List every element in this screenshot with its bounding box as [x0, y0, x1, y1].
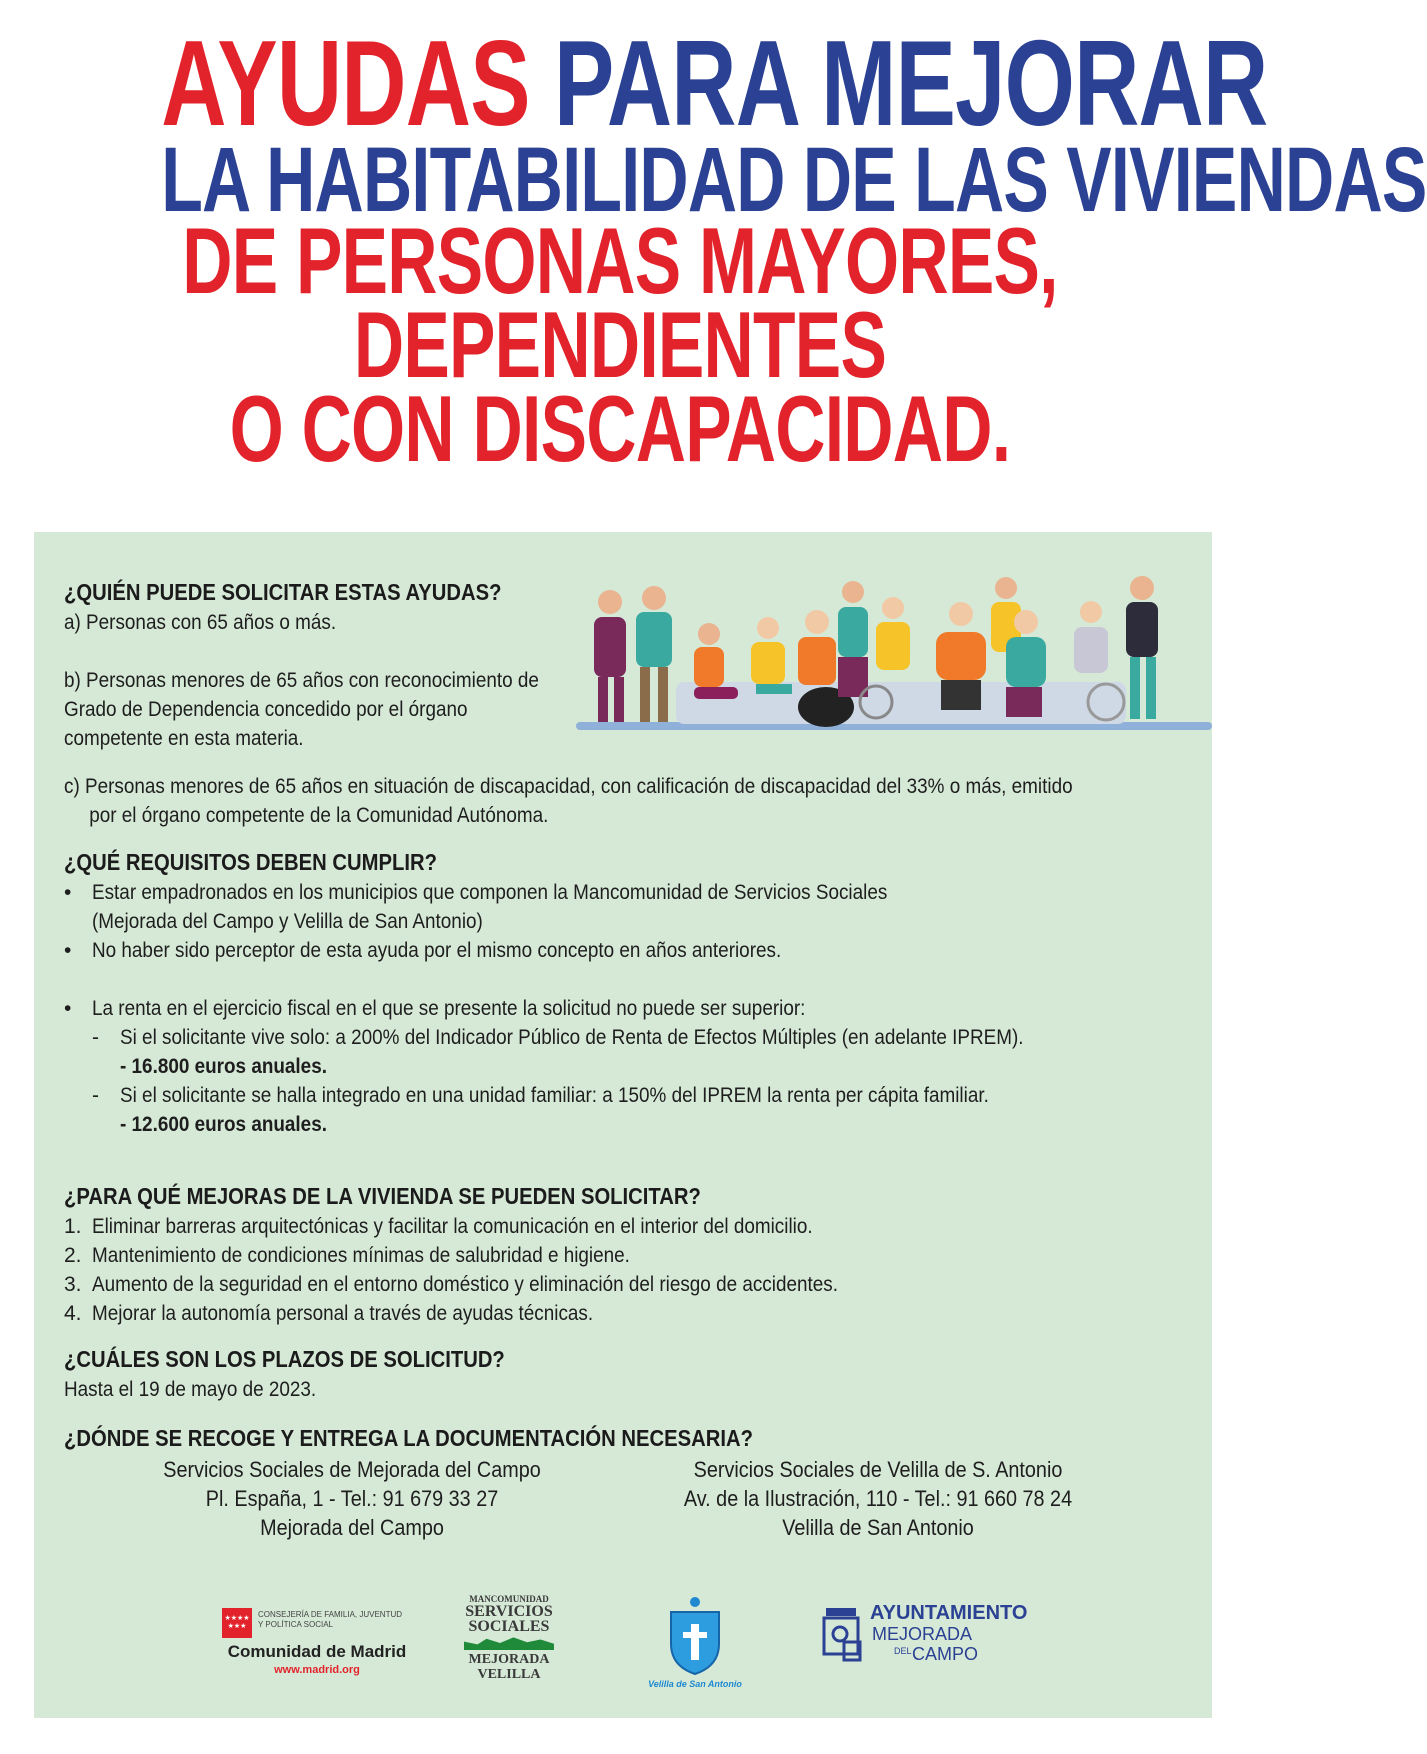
- headline-blue-words: PARA MEJORAR: [554, 15, 1268, 151]
- ayuntamiento-crest-icon: [822, 1604, 866, 1664]
- skyline-icon: [464, 1636, 554, 1650]
- list-item: 3. Aumento de la seguridad en el entorno doméstico y eliminación del riesgo de accidentes.: [64, 1273, 838, 1296]
- headline: [0, 15, 1427, 481]
- who-b: [64, 666, 1194, 753]
- requirement-subitem: - Si el solicitante vive solo: a 200% del Indicador Público de Renta de Efectos Múltiples (en adelante IPREM). - 16.800 euros anuales.: [92, 1026, 1024, 1078]
- madrid-flag-icon: ★★★★ ★★★: [222, 1608, 252, 1638]
- list-item: 2. Mantenimiento de condiciones mínimas de salubridad e higiene.: [64, 1244, 630, 1267]
- who-title: ¿QUIÉN PUEDE SOLICITAR ESTAS AYUDAS?: [64, 579, 502, 605]
- requirement-item: • No haber sido perceptor de esta ayuda por el mismo concepto en años anteriores.: [64, 939, 782, 962]
- who-b-line-1: b) Personas menores de 65 años con reconocimiento de: [64, 669, 539, 692]
- improvements-title: ¿PARA QUÉ MEJORAS DE LA VIVIENDA SE PUEDEN SOLICITAR?: [64, 1183, 701, 1209]
- who-b-line-2: Grado de Dependencia concedido por el órgano: [64, 698, 468, 721]
- requirements-title: ¿QUÉ REQUISITOS DEBEN CUMPLIR?: [64, 849, 437, 875]
- headline-red-word: AYUDAS: [161, 15, 530, 151]
- who-c-line-2: por el órgano competente de la Comunidad Autónoma.: [89, 804, 549, 827]
- address-mejorada: Servicios Sociales de Mejorada del Campo Pl. España, 1 - Tel.: 91 679 33 27 Mejorada del Campo: [163, 1457, 541, 1540]
- address-velilla: Servicios Sociales de Velilla de S. Antonio Av. de la Ilustración, 110 - Tel.: 91 660 78 24 Velilla de San Antonio: [683, 1457, 1073, 1540]
- headline-line-5: O CON DISCAPACIDAD.: [229, 376, 1011, 481]
- list-item: 4. Mejorar la autonomía personal a través de ayudas técnicas.: [64, 1302, 594, 1325]
- requirement-subitem: - Si el solicitante se halla integrado en una unidad familiar: a 150% del IPREM la renta per cápita familiar. - 12.600 euros anuales.: [92, 1084, 989, 1136]
- requirement-item: • Estar empadronados en los municipios que componen la Mancomunidad de Servicios Sociales (Mejorada del Campo y Velilla de San Antonio): [64, 881, 888, 933]
- velilla-logo: Velilla de San Antonio: [640, 1596, 750, 1689]
- list-item: 1. Eliminar barreras arquitectónicas y facilitar la comunicación en el interior del domicilio.: [64, 1215, 813, 1238]
- where-title: ¿DÓNDE SE RECOGE Y ENTREGA LA DOCUMENTACIÓN NECESARIA?: [64, 1425, 753, 1451]
- improvements-list: [64, 1212, 1194, 1328]
- who-c-line-1: c) Personas menores de 65 años en situación de discapacidad, con calificación de discapacidad del 33% o más, emitido: [64, 775, 1073, 798]
- who-c: [64, 772, 1194, 830]
- requirement-item: • La renta en el ejercicio fiscal en el que se presente la solicitud no puede ser superior:: [64, 997, 806, 1020]
- deadline-text: Hasta el 19 de mayo de 2023.: [64, 1378, 317, 1401]
- velilla-shield-icon: [665, 1596, 725, 1676]
- headline-line-1: [161, 15, 1268, 151]
- who-a: a) Personas con 65 años o más.: [64, 611, 337, 634]
- headline-line-2: LA HABITABILIDAD DE LAS VIVIENDAS: [161, 129, 1427, 231]
- mancomunidad-logo: MANCOMUNIDAD SERVICIOS SOCIALES MEJORADA VELILLA: [465, 1594, 553, 1682]
- requirements-list: [64, 878, 1194, 1139]
- headline-line-4: DEPENDIENTES: [353, 292, 887, 397]
- headline-line-3: DE PERSONAS MAYORES,: [182, 208, 1058, 313]
- deadline-title: ¿CUÁLES SON LOS PLAZOS DE SOLICITUD?: [64, 1346, 505, 1372]
- who-text: [64, 608, 1194, 637]
- who-b-line-3: competente en esta materia.: [64, 727, 304, 750]
